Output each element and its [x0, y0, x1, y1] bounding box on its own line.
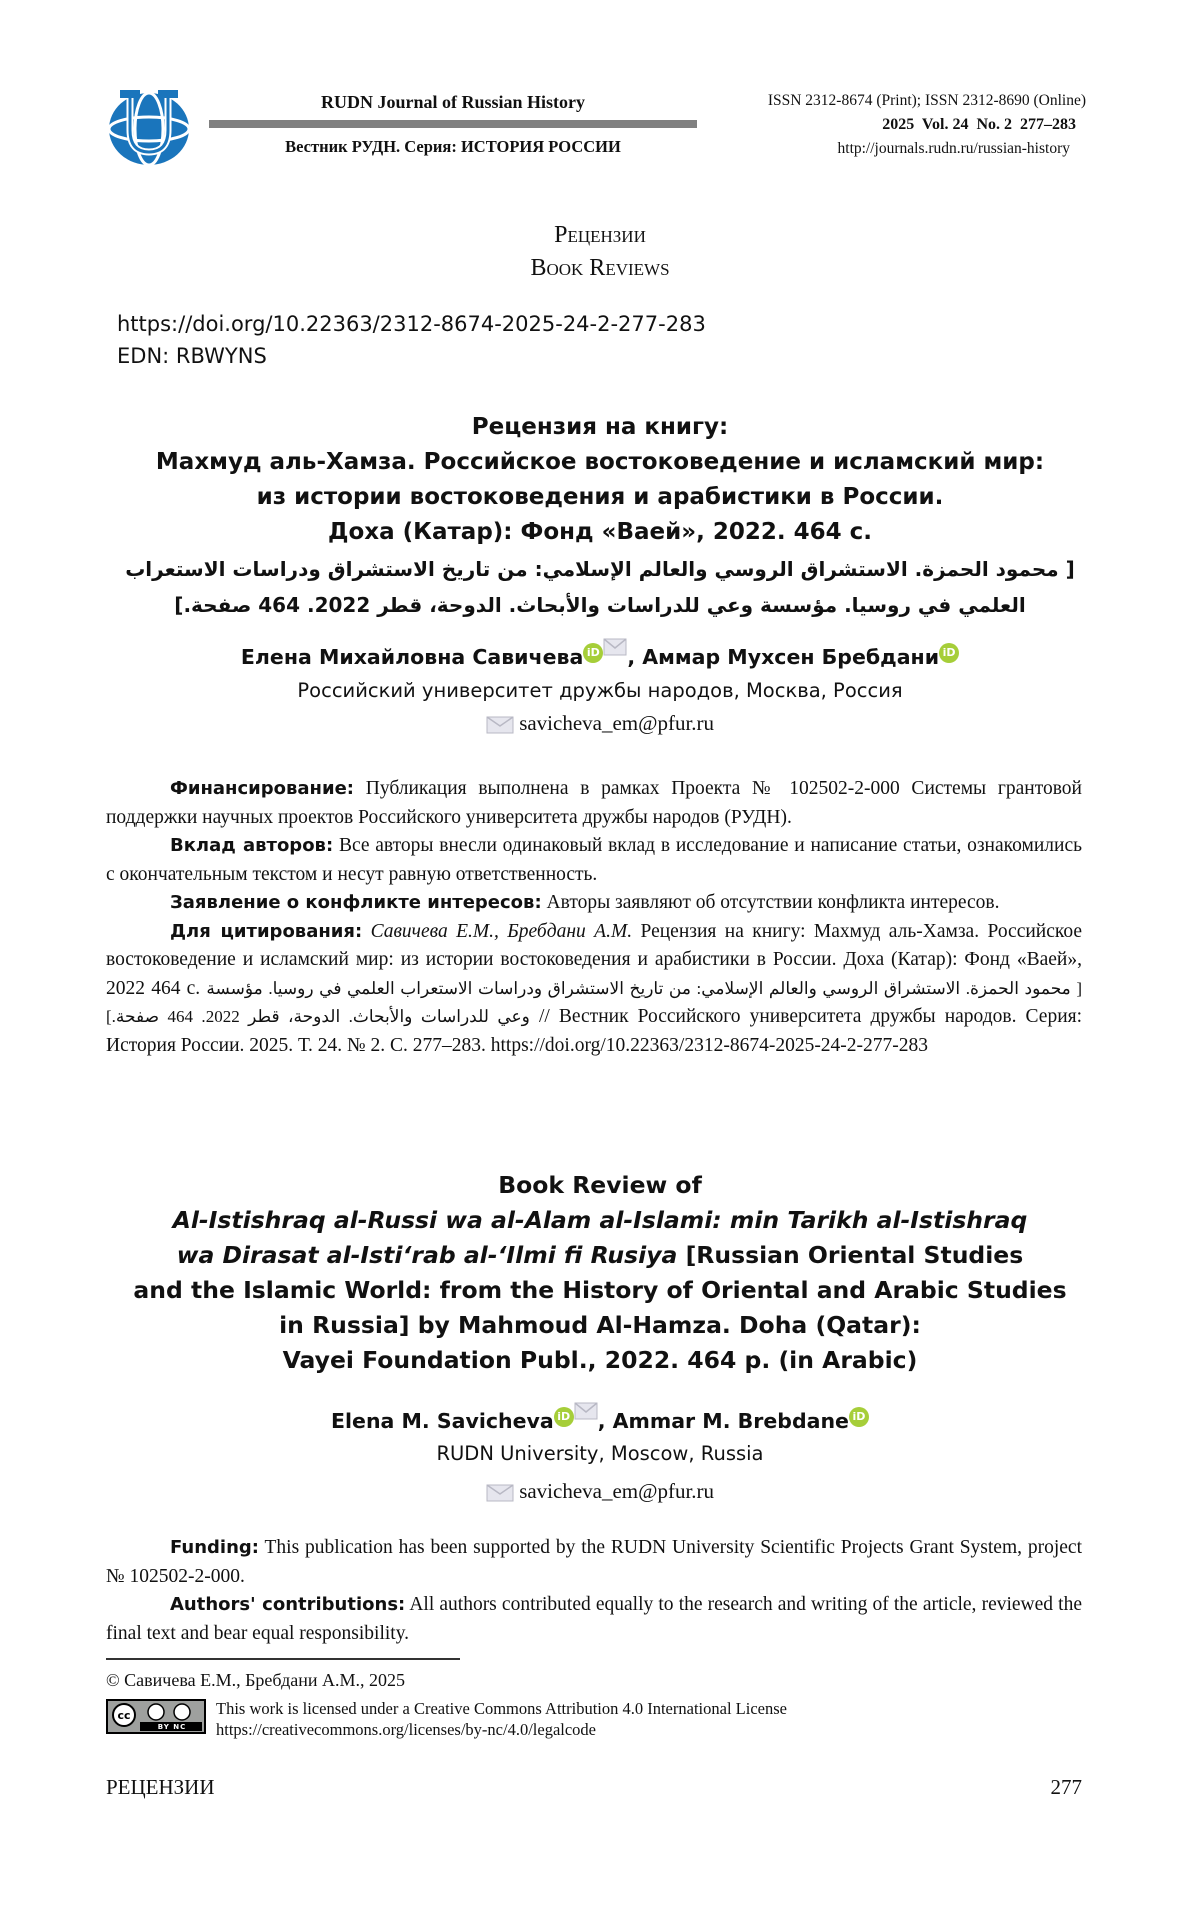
arabic-line: [ محمود الحمزة. الاستشراق الروسي والعالم الإسلامي: من تاريخ الاستشراق ودراسات الاستعراب — [100, 551, 1100, 587]
orcid-icon[interactable]: iD — [849, 1407, 869, 1427]
email-link[interactable]: savicheva_em@pfur.ru — [519, 711, 714, 735]
ru-affiliation: Российский университет дружбы народов, Москва, Россия — [0, 679, 1200, 702]
en-meta-block — [106, 1534, 1082, 1648]
orcid-icon[interactable]: iD — [583, 643, 603, 663]
conflict-paragraph — [106, 889, 1082, 918]
orcid-icon[interactable]: iD — [554, 1407, 574, 1427]
en-title-line: Book Review of — [60, 1168, 1140, 1203]
cite-text: // Вестник Российского университета дружбы народов. Серия: История России. 2025. Т. 24. № 2. С. 277–283. https://doi.org/10.22363/2312-8674-2025-24-2-277-283 — [106, 1006, 1082, 1056]
contrib-label: Вклад авторов: — [170, 835, 333, 856]
edn: EDN: RBWYNS — [117, 344, 267, 368]
journal-url[interactable]: http://journals.rudn.ru/russian-history — [716, 140, 1070, 158]
en-authors — [0, 1402, 1200, 1433]
copyright: © Савичева Е.М., Бребдани А.М., 2025 — [106, 1670, 405, 1691]
cite-arabic: [ محمود الحمزة. الاستشراق الروسي والعالم الإسلامي: من تاريخ الاستشراق ودراسات الاستعراب العلمي في روسيا. مؤسسة وعي للدراسات والأبحاث. الدوحة، قطر 2022. 464 صفحة.] — [106, 979, 1082, 1027]
ru-title-line: из истории востоковедения и арабистики в России. — [80, 480, 1120, 515]
ru-title-arabic — [100, 551, 1100, 623]
cc-license-badge[interactable] — [106, 1699, 206, 1734]
contrib-text: Все авторы внесли одинаковый вклад в исследование и написание статьи, ознакомились с окончательным текстом и несут равную ответственность. — [106, 835, 1082, 885]
en-title-line — [60, 1238, 1140, 1273]
doi-link[interactable]: https://doi.org/10.22363/2312-8674-2025-24-2-277-283 — [117, 312, 706, 336]
en-title-line — [60, 1203, 1140, 1238]
author-separator: , — [627, 645, 635, 669]
contrib-text: All authors contributed equally to the research and writing of the article, reviewed the final text and bear equal responsibility. — [106, 1594, 1082, 1644]
footer-section: РЕЦЕНЗИИ — [106, 1775, 215, 1800]
funding-text: Публикация выполнена в рамках Проекта № 102502-2-000 Системы грантовой поддержки научных проектов Российского университета дружбы народов (РУДН). — [106, 778, 1082, 828]
en-title-line: and the Islamic World: from the History of Oriental and Arabic Studies — [60, 1273, 1140, 1308]
citation-paragraph — [106, 918, 1082, 1061]
cc-badge-label: BY NC — [142, 1723, 202, 1731]
license-text: This work is licensed under a Creative Commons Attribution 4.0 International License — [216, 1699, 787, 1719]
journal-name-ru: Вестник РУДН. Серия: ИСТОРИЯ РОССИИ — [209, 137, 697, 157]
en-title — [60, 1168, 1140, 1378]
en-title-text: [Russian Oriental Studies — [686, 1241, 1024, 1269]
ru-meta-block — [106, 775, 1082, 1060]
cite-authors: Савичева Е.М., Бребдани А.М. — [371, 921, 633, 942]
journal-name-en: RUDN Journal of Russian History — [209, 92, 697, 113]
ru-title-line: Махмуд аль-Хамза. Российское востоковедение и исламский мир: — [80, 445, 1120, 480]
issn: ISSN 2312-8674 (Print); ISSN 2312-8690 (Online) — [716, 92, 1086, 110]
header-rule — [209, 120, 697, 128]
en-title-italic: Al-Istishraq al-Russi wa al-Alam al-Islami: min Tarikh al-Istishraq — [173, 1206, 1028, 1234]
issue-info: 2025 Vol. 24 No. 2 277–283 — [716, 116, 1076, 134]
author-separator: , — [598, 1409, 606, 1433]
author-name: Аммар Мухсен Бребдани — [642, 645, 939, 669]
mail-icon[interactable] — [603, 638, 627, 656]
funding-label: Финансирование: — [170, 778, 354, 799]
en-email-line — [0, 1479, 1200, 1504]
mail-icon — [486, 716, 514, 734]
license-url[interactable]: https://creativecommons.org/licenses/by-nc/4.0/legalcode — [216, 1720, 596, 1740]
cite-label: Для цитирования: — [170, 921, 362, 942]
contrib-paragraph — [106, 832, 1082, 889]
section-en: Book Reviews — [0, 255, 1200, 282]
journal-logo — [106, 86, 192, 168]
funding-paragraph — [106, 1534, 1082, 1591]
author-name: Ammar M. Brebdane — [613, 1409, 849, 1433]
conflict-label: Заявление о конфликте интересов: — [170, 892, 542, 913]
funding-paragraph — [106, 775, 1082, 832]
funding-label: Funding: — [170, 1537, 259, 1558]
author-name: Elena M. Savicheva — [331, 1409, 554, 1433]
page-number: 277 — [1000, 1775, 1082, 1800]
contrib-label: Authors' contributions: — [170, 1594, 405, 1615]
en-title-line: Vayei Foundation Publ., 2022. 464 p. (in Arabic) — [60, 1343, 1140, 1378]
en-affiliation: RUDN University, Moscow, Russia — [0, 1442, 1200, 1465]
mail-icon[interactable] — [574, 1402, 598, 1420]
footnote-rule — [106, 1658, 460, 1660]
ru-authors — [0, 638, 1200, 669]
arabic-line: العلمي في روسيا. مؤسسة وعي للدراسات والأبحاث. الدوحة، قطر 2022. 464 صفحة.] — [100, 587, 1100, 623]
ru-title-line: Доха (Катар): Фонд «Ваей», 2022. 464 с. — [80, 515, 1120, 550]
en-title-italic: wa Dirasat al-Isti‘rab al-‘Ilmi fi Rusiya — [177, 1241, 678, 1269]
ru-title-line: Рецензия на книгу: — [80, 410, 1120, 445]
ru-title — [80, 410, 1120, 550]
mail-icon — [486, 1484, 514, 1502]
orcid-icon[interactable]: iD — [939, 643, 959, 663]
conflict-text: Авторы заявляют об отсутствии конфликта интересов. — [547, 892, 1000, 913]
section-ru: Рецензии — [0, 222, 1200, 249]
en-title-line: in Russia] by Mahmoud Al-Hamza. Doha (Qatar): — [60, 1308, 1140, 1343]
svg-text:cc: cc — [117, 1709, 130, 1722]
funding-text: This publication has been supported by the RUDN University Scientific Projects Grant System, project № 102502-2-000. — [106, 1537, 1082, 1587]
contrib-paragraph — [106, 1591, 1082, 1648]
cite-text: Рецензия на книгу: Махмуд аль-Хамза. Российское востоковедение и исламский мир: из истории востоковедения и арабистики в России. Доха (Катар): Фонд «Ваей», 2022 464 с. — [106, 921, 1082, 999]
ru-email-line — [0, 711, 1200, 736]
author-name: Елена Михайловна Савичева — [241, 645, 583, 669]
email-link[interactable]: savicheva_em@pfur.ru — [519, 1479, 714, 1503]
